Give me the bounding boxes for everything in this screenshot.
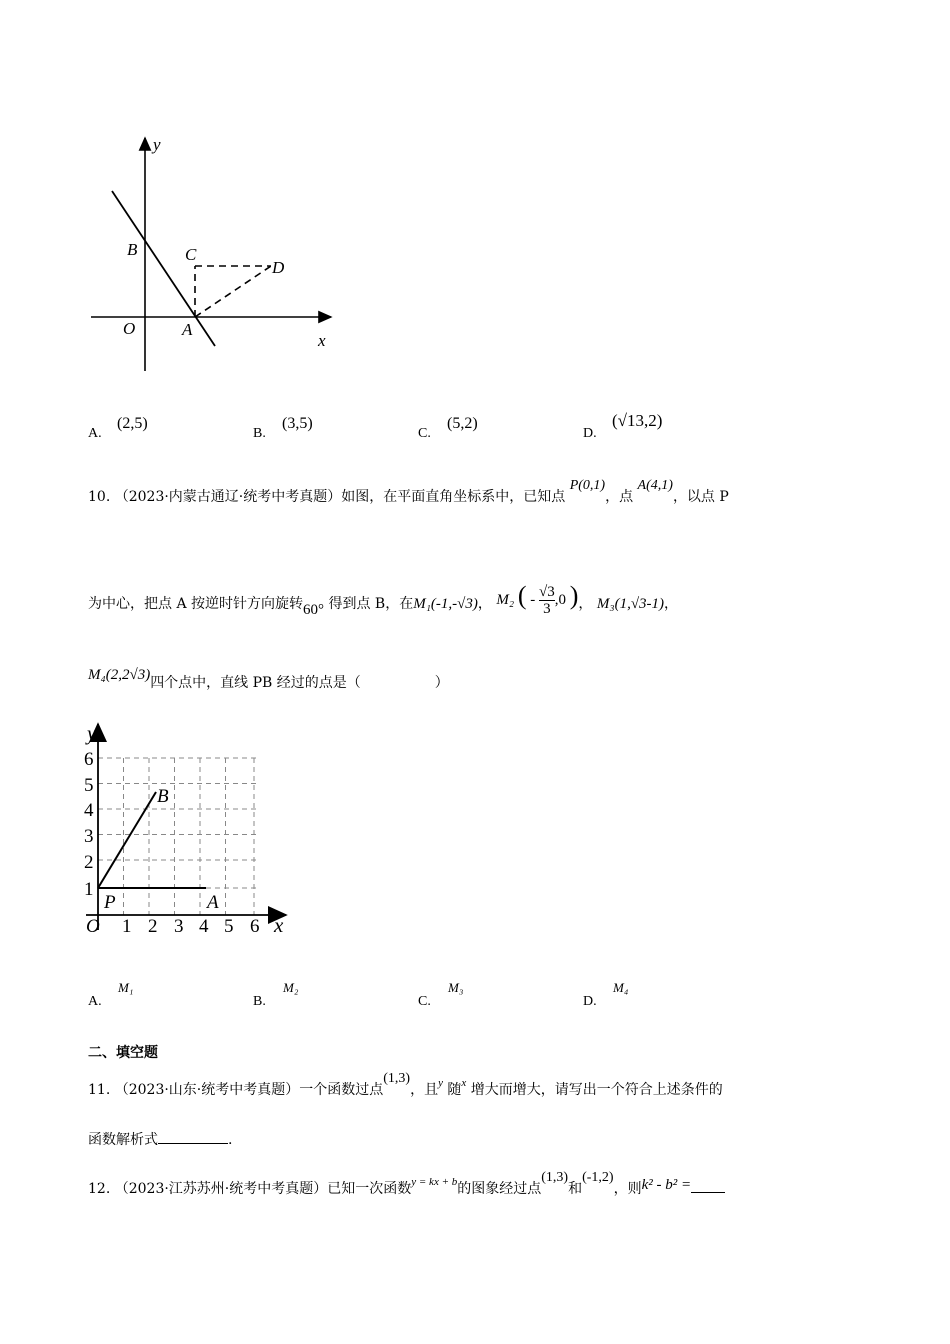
q10-option-a-label[interactable]: A. (88, 994, 102, 1009)
q10-line3-text: 四个点中，直线 PB 经过的点是（ (150, 675, 361, 691)
segment-ad (195, 266, 271, 317)
q12-source: （2023·江苏苏州·统考中考真题） (114, 1181, 328, 1197)
question-11: 11. （2023·山东·统考中考真题）一个函数过点(1,3)，且$^y$ 随$^x$ 增大而增大，请写出一个符合上述条件的 (88, 1071, 723, 1098)
label-a: A (207, 892, 219, 913)
svg-text:6: 6 (250, 916, 260, 937)
q10-m3: M₃(1,√3-1) (596, 596, 665, 612)
q10-option-d-value: M₄ (613, 980, 629, 995)
q12-number: 12. (88, 1181, 111, 1197)
q10-comma: ， (477, 596, 492, 612)
q10-m1: M₁(-1,-√3) (413, 596, 478, 612)
q9-option-c-value: (5,2) (447, 415, 478, 432)
svg-text:3: 3 (84, 826, 94, 847)
q9-option-d-value: (√13,2) (612, 411, 663, 430)
q10-line1-end: ，以点 P (672, 489, 729, 505)
q10-option-c-value: M₃ (448, 980, 464, 995)
q9-option-d-label[interactable]: D. (583, 426, 597, 441)
q10-line2-b: 得到点 B，在 (328, 596, 414, 612)
q9-option-a-value: (2,5) (117, 415, 148, 432)
svg-text:1: 1 (84, 879, 94, 900)
label-b: B (127, 240, 138, 259)
svg-text:2: 2 (84, 852, 94, 873)
q11-answer-blank[interactable] (158, 1129, 228, 1144)
q10-number: 10. (88, 489, 111, 505)
svg-text:6: 6 (84, 749, 94, 770)
svg-text:3: 3 (174, 916, 184, 937)
label-x: x (274, 913, 284, 937)
q12-point2: (-1,2) (582, 1170, 614, 1185)
q10-option-b-label[interactable]: B. (253, 994, 266, 1009)
figure-line-triangle (85, 128, 345, 378)
label-p: P (104, 892, 116, 913)
svg-text:5: 5 (224, 916, 234, 937)
q10-option-a-value: M₁ (118, 980, 134, 995)
q10-line1 (88, 478, 729, 506)
q10-m2: M₂ ( - $\frac{√3}{3}$ ,0 ) (496, 581, 579, 618)
q12-answer-blank[interactable] (691, 1178, 725, 1193)
q10-text: 如图，在平面直角坐标系中，已知点 (341, 489, 566, 505)
svg-text:4: 4 (84, 800, 94, 821)
q12-function: y = kx + b (411, 1176, 458, 1188)
q9-option-a-label[interactable]: A. (88, 426, 102, 441)
label-d: D (272, 258, 285, 277)
svg-text:2: 2 (148, 916, 158, 937)
svg-text:4: 4 (199, 916, 209, 937)
q11-number: 11. (88, 1082, 111, 1098)
q10-option-b-value: M₂ (283, 980, 299, 995)
q10-point-p: P(0,1) (569, 478, 606, 493)
label-o: O (123, 319, 136, 338)
q10-m4: M₄(2,2√3) (88, 667, 151, 683)
q9-option-b-value: (3,5) (282, 415, 313, 432)
q10-sep: ，点 (605, 489, 634, 505)
q11-source: （2023·山东·统考中考真题） (114, 1082, 300, 1098)
svg-text:1: 1 (122, 916, 132, 937)
label-o: O (86, 916, 100, 937)
q11-point: (1,3) (383, 1071, 411, 1086)
label-c: C (185, 245, 197, 264)
q10-line2-a: 为中心，把点 A 按逆时针方向旋转 (88, 596, 304, 612)
question-12: 12. （2023·江苏苏州·统考中考真题）已知一次函数$^{y = kx + b}$的图象经过点(1,3)和(-1,2)，则k² - b² = (88, 1178, 725, 1198)
q10-line2: 为中心，把点 A 按逆时针方向旋转60° 得到点 B，在M₁(-1,-√3)， M₂ ( - $\frac{√3}{3}$ ,0 )， M₃(1,√3-1)， (88, 581, 679, 618)
q10-source: （2023·内蒙古通辽·统考中考真题） (114, 489, 342, 505)
q10-angle: 60° (303, 602, 325, 618)
label-a: A (182, 320, 193, 339)
q10-option-c-label[interactable]: C. (418, 994, 431, 1009)
y-tick-labels (84, 749, 94, 900)
question-11-line2: 函数解析式 . (88, 1129, 232, 1149)
q10-point-a: A(4,1) (637, 478, 673, 493)
label-x: x (318, 331, 326, 350)
grid-lines (98, 758, 258, 915)
x-tick-labels (122, 916, 260, 937)
q12-expression: k² - b² = (641, 1177, 692, 1193)
q9-option-c-label[interactable]: C. (418, 426, 431, 441)
figure-grid-pab (82, 718, 297, 938)
q10-line3: M₄(2,2√3)四个点中，直线 PB 经过的点是（ ） (88, 667, 449, 691)
q9-option-b-label[interactable]: B. (253, 426, 266, 441)
svg-text:5: 5 (84, 775, 94, 796)
segment-pb (98, 792, 156, 888)
q12-point1: (1,3) (541, 1170, 569, 1185)
label-b: B (157, 786, 169, 807)
label-y: y (87, 721, 97, 745)
q10-option-d-label[interactable]: D. (583, 994, 597, 1009)
section-title: 二、填空题 (88, 1045, 158, 1061)
label-y: y (153, 135, 161, 154)
